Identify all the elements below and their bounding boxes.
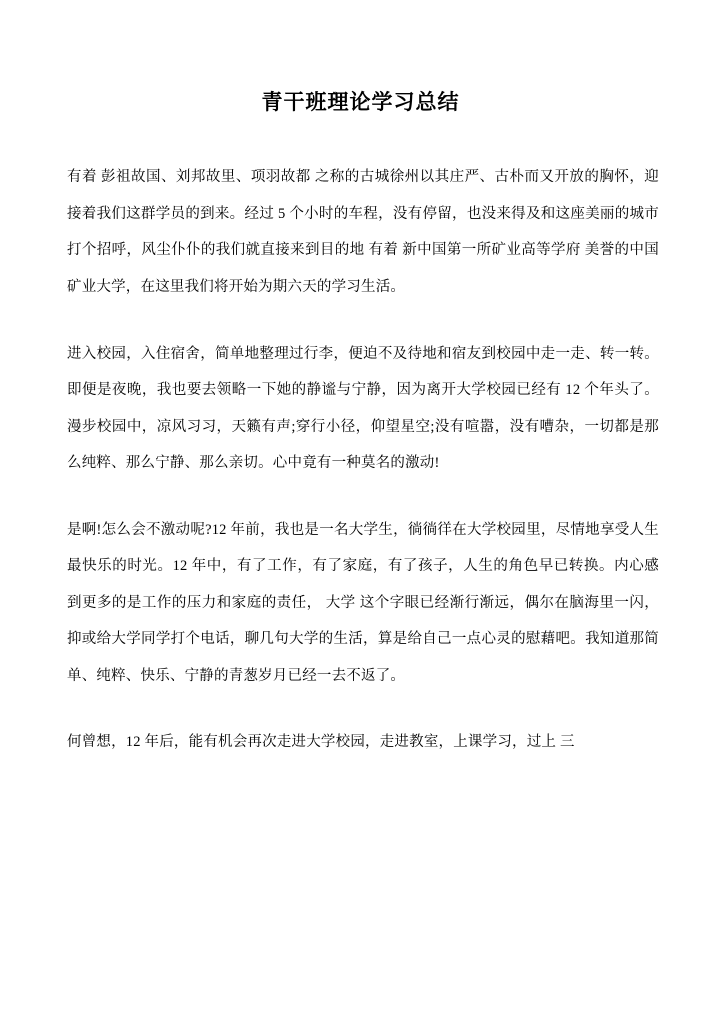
paragraph: 有着 彭祖故国、刘邦故里、项羽故都 之称的古城徐州以其庄严、古朴而又开放的胸怀，迎接着我们这群学员的到来。经过 5 个小时的车程，没有停留，也没来得及和这座美丽的城市打个招呼，风尘仆仆的我们就直接来到目的地 有着 新中国第一所矿业高等学府 美誉的中国矿业大学，在这里我们将开始为期六天的学习生活。 [67,169,659,295]
paragraph: 是啊!怎么会不激动呢?12 年前，我也是一名大学生，徜徜徉在大学校园里，尽情地享受人生最快乐的时光。12 年中，有了工作，有了家庭，有了孩子，人生的角色早已转换。内心感到更多的是工作的压力和家庭的责任， 大学 这个字眼已经渐行渐远，偶尔在脑海里一闪，抑或给大学同学打个电话，聊几句大学的生活，算是给自己一点心灵的慰藉吧。我知道那简单、纯粹、快乐、宁静的青葱岁月已经一去不返了。 [67,521,659,684]
document-body [62,159,659,760]
paragraph: 何曾想，12 年后，能有机会再次走进大学校园，走进教室，上课学习，过上 三 [67,734,575,751]
paragraph: 进入校园，入住宿舍，简单地整理过行李，便迫不及待地和宿友到校园中走一走、转一转。即便是夜晚，我也要去领略一下她的静谧与宁静，因为离开大学校园已经有 12 个年头了。漫步校园中，凉风习习，天籁有声;穿行小径，仰望星空;没有喧嚣，没有嘈杂，一切都是那么纯粹、那么宁静、那么亲切。心中竟有一种莫名的激动! [67,345,659,472]
page-title: 青干班理论学习总结 [261,90,460,114]
